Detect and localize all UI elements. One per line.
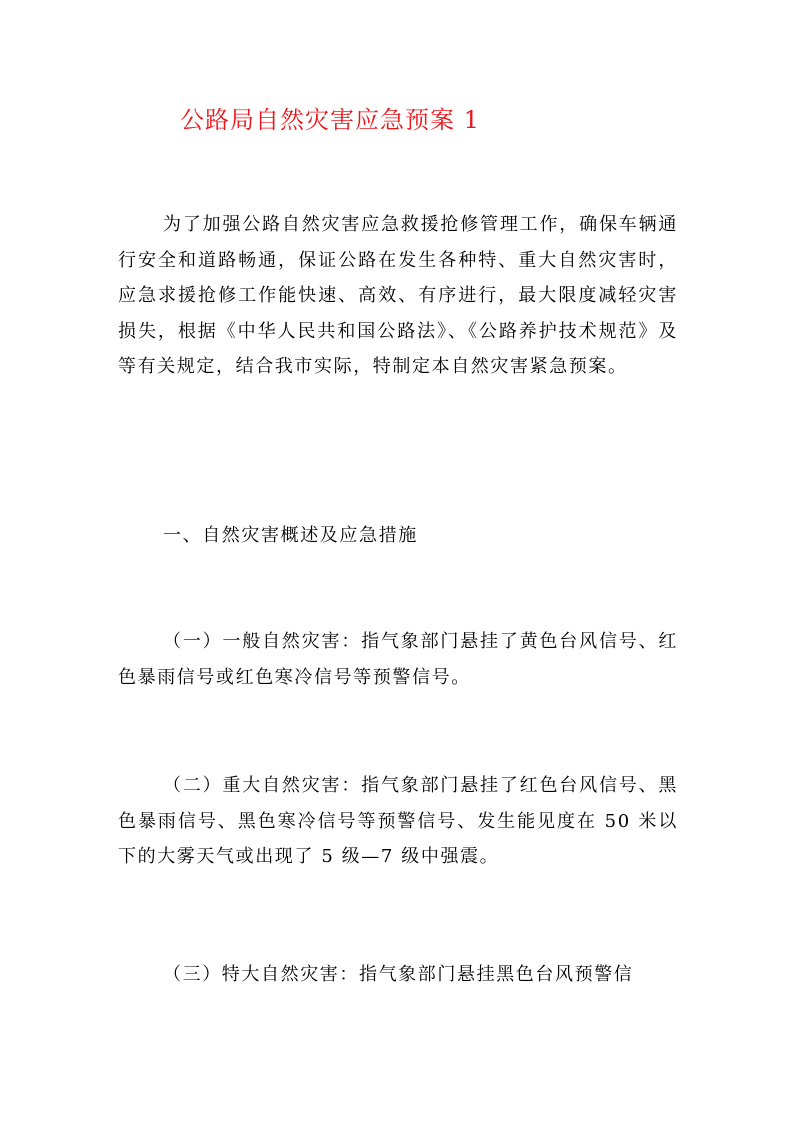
intro-paragraph: 为了加强公路自然灾害应急救援抢修管理工作，确保车辆通行安全和道路畅通，保证公路在发生各种特、重大自然灾害时，应急求援抢修工作能快速、高效、有序进行，最大限度减轻灾害损失，根据《中华人民共和国公路法》、《公路养护技术规范》及等有关规定，结合我市实际，特制定本自然灾害紧急预案。 [118, 214, 678, 377]
document-title: 公路局自然灾害应急预案 1 [180, 106, 480, 134]
list-item-general-disaster: （一）一般自然灾害：指气象部门悬挂了黄色台风信号、红色暴雨信号或红色寒冷信号等预警信号。 [118, 631, 678, 688]
list-item-severe-disaster: （三）特大自然灾害：指气象部门悬挂黑色台风预警信 [163, 964, 634, 985]
list-item-major-disaster: （二）重大自然灾害：指气象部门悬挂了红色台风信号、黑色暴雨信号、黑色寒冷信号等预警信号、发生能见度在 50 米以下的大雾天气或出现了 5 级—7 级中强震。 [118, 775, 678, 867]
section-heading: 一、自然灾害概述及应急措施 [163, 525, 418, 546]
